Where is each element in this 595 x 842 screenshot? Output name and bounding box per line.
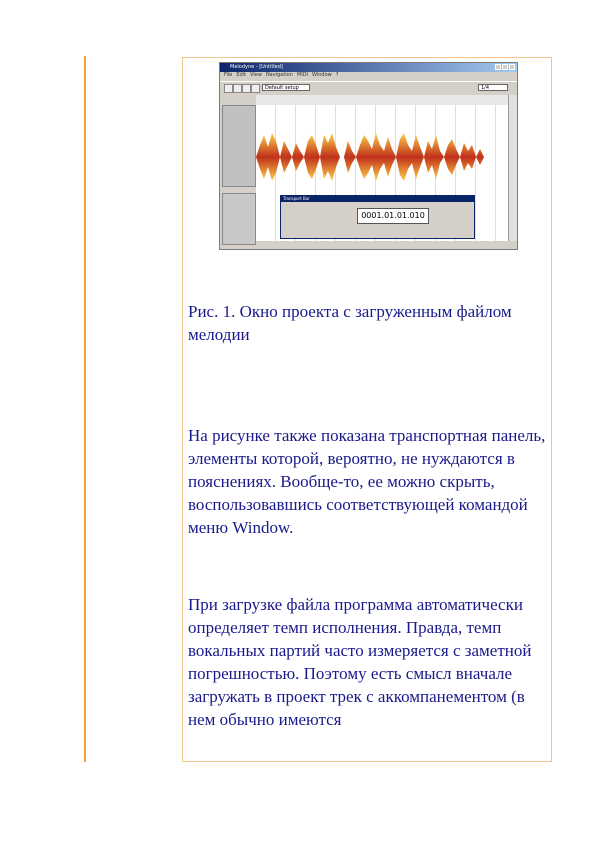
amp-tool-icon <box>251 84 260 93</box>
transport-title: Transport Bar <box>281 196 474 202</box>
track-panel-lower <box>222 193 256 245</box>
body-paragraph-2: При загрузке файла программа автоматически определяет темп исполнения. Правда, темп вокальных партий часто измеряется с заметной погрешностью. Поэтому есть смысл вначале загружать в проект трек с аккомпанементом (в нем обычно имеются <box>188 595 532 729</box>
figure-caption: Рис. 1. Окно проекта с загруженным файлом мелодии <box>188 302 512 344</box>
time-tool-icon <box>242 84 251 93</box>
setup-dropdown: Default setup <box>262 84 310 91</box>
body-paragraph-1: На рисунке также показана транспортная панель, элементы которой, вероятно, не нуждаются в пояснениях. Вообще-то, ее можно скрыть, воспользовавшись соответствующей командой меню Window. <box>188 426 546 537</box>
transport-bar <box>280 195 475 239</box>
window-title: Melodyne - [Untitled] <box>230 64 283 70</box>
toolbar <box>220 81 517 94</box>
window-controls <box>495 64 515 70</box>
margin-rule <box>84 56 86 762</box>
zoom-dropdown: 1/4 <box>478 84 508 91</box>
pitch-tool-icon <box>233 84 242 93</box>
position-counter: 0001.01.01.010 <box>357 208 429 224</box>
track-panel <box>222 105 256 187</box>
figure-screenshot <box>219 62 518 250</box>
menubar: File Edit View Navigation MIDI Window ? <box>224 72 339 78</box>
window-titlebar <box>220 63 517 72</box>
vertical-scrollbar <box>508 95 517 241</box>
pointer-tool-icon <box>224 84 233 93</box>
